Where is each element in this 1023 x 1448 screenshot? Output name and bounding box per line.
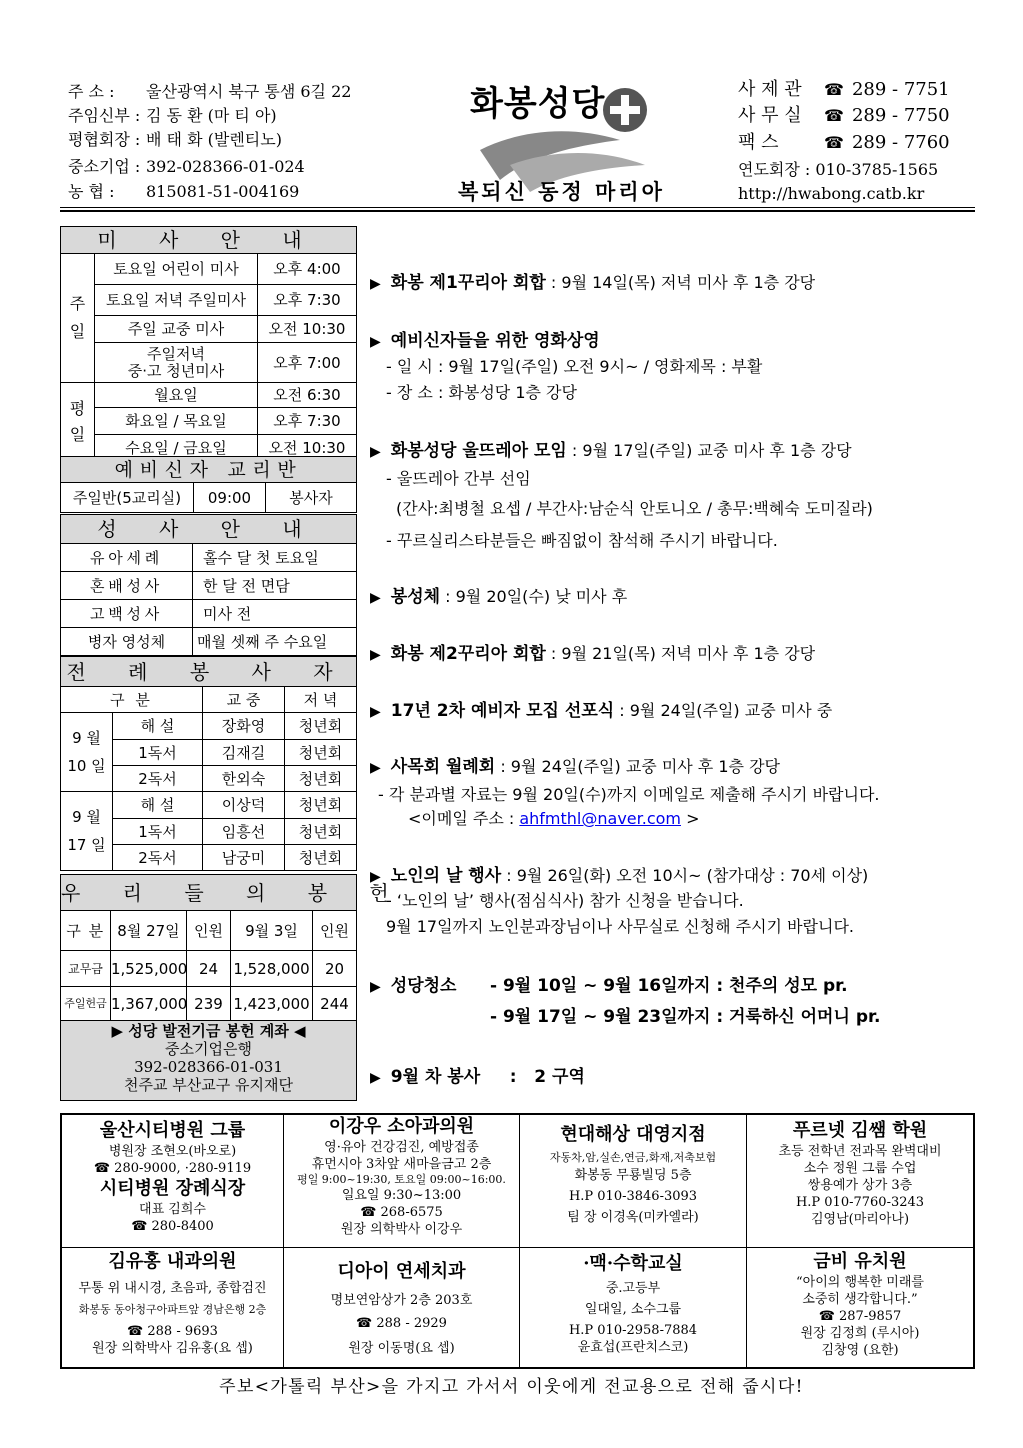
liturgy-eve: 청년회	[285, 819, 357, 845]
liturgy-eve: 청년회	[285, 792, 357, 819]
mass-time: 오전 10:30	[258, 435, 357, 462]
sacrament-table	[60, 514, 357, 656]
notice-elderly-day: ▶ 노인의 날 행사 : 9월 26일(화) 오전 10시~ (참가대상 : 70세 이상)	[370, 866, 869, 886]
liturgy-role: 1독서	[113, 740, 203, 766]
notice-line: (간사:최병철 요셉 / 부간사:남순식 안토니오 / 총무:백혜숙 도미질라)	[396, 499, 873, 518]
liturgy-role: 2독서	[113, 766, 203, 792]
offering-amount: 1,525,000	[111, 951, 187, 987]
mass-name: 토요일 어린이 미사	[95, 254, 258, 285]
triangle-right-icon: ▶	[370, 760, 381, 776]
fund-line: 천주교 부산교구 유지재단	[124, 1076, 293, 1094]
weekday-label: 평일	[61, 383, 95, 462]
liturgy-date: 9 월 10 일	[61, 713, 113, 792]
header-divider	[60, 207, 975, 208]
liturgy-role: 해 설	[113, 792, 203, 819]
mass-name: 수요일 / 금요일	[95, 435, 258, 462]
phone-icon: ☎	[824, 106, 844, 125]
notice-catechumen-ceremony: ▶ 17년 2차 예비자 모집 선포식 : 9월 24일(주일) 교중 미사 중	[370, 701, 833, 721]
triangle-right-icon: ▶	[370, 704, 381, 720]
sacrament-value: 미사 전	[193, 600, 357, 628]
offering-category: 교무금	[61, 951, 111, 987]
notice-curia2: ▶ 화봉 제2꾸리아 회합 : 9월 21일(목) 저녁 미사 후 1층 강당	[370, 644, 816, 664]
notice-line: - 장 소 : 화봉성당 1층 강당	[386, 383, 577, 402]
notice-service: ▶ 9월 차 봉사 : 2 구역	[370, 1067, 585, 1087]
offering-count: 24	[187, 951, 231, 987]
ad-kindergarten: 금비 유치원 “아이의 행복한 미래를 소중히 생각합니다.” ☎ 287-9857 원장 김정희 (루시아) 김창영 (요한)	[796, 1251, 924, 1358]
liturgy-header: 저 녁	[285, 687, 357, 713]
fax-phone: 팩 스 ☎ 289 - 7760	[738, 132, 950, 153]
notice-communion: ▶ 봉성체 : 9월 20일(수) 낮 미사 후	[370, 587, 628, 607]
phone-icon: ☎	[824, 133, 844, 152]
sacrament-value: 매월 셋째 주 수요일	[193, 628, 357, 656]
notice-line: - 9월 10일 ~ 9월 16일까지 : 천주의 성모 pr.	[490, 976, 848, 996]
sacrament-name: 고백성사	[61, 600, 193, 628]
sacrament-value: 한 달 전 면담	[193, 572, 357, 600]
ads-grid	[60, 1113, 975, 1369]
liturgy-day: 임흥선	[203, 819, 285, 845]
fund-line: 392-028366-01-031	[134, 1058, 283, 1076]
notice-email-line: <이메일 주소 : ahfmthl@naver.com >	[408, 809, 700, 828]
sacrament-name: 병자 영성체	[61, 628, 193, 656]
triangle-right-icon: ▶	[370, 979, 381, 995]
catechumen-table	[60, 456, 357, 513]
sacrament-name: 유아세례	[61, 544, 193, 572]
address-line: 주 소 : 울산광역시 북구 통샘 6길 22	[68, 82, 352, 101]
liturgy-day: 이상덕	[203, 792, 285, 819]
ad-city-hospital: 울산시티병원 그룹 병원장 조현오(바오로) ☎ 280-9000, ·280-9119 시티병원 장례식장 대표 김희수 ☎ 280-8400	[62, 1115, 284, 1248]
notice-line: 9월 17일까지 노인분과장님이나 사무실로 신청해 주시기 바랍니다.	[386, 917, 854, 936]
mass-name: 화요일 / 목요일	[95, 408, 258, 435]
mass-time: 오후 7:00	[258, 343, 357, 383]
offering-table	[60, 874, 407, 1101]
notice-ultreya: ▶ 화봉성당 울뜨레아 모임 : 9월 17일(주일) 교중 미사 후 1층 강당	[370, 441, 852, 461]
notice-council: ▶ 사목회 월례회 : 9월 24일(주일) 교중 미사 후 1층 강당	[370, 757, 780, 777]
council-line: 평협회장 : 배 태 화 (발렌티노)	[68, 130, 282, 149]
mass-time: 오전 6:30	[258, 383, 357, 408]
mass-time: 오후 7:30	[258, 285, 357, 316]
triangle-right-icon: ▶	[370, 444, 381, 460]
mass-name: 주일 교중 미사	[95, 316, 258, 343]
liturgy-day: 남궁미	[203, 845, 285, 871]
sacrament-value: 홀수 달 첫 토요일	[193, 544, 357, 572]
fund-title: ▶ 성당 발전기금 봉헌 계좌 ◀	[111, 1022, 306, 1040]
catechumen-time: 09:00	[194, 483, 266, 513]
liturgy-eve: 청년회	[285, 713, 357, 740]
notice-line: - ‘노인의 날’ 행사(점심식사) 참가 신청을 받습니다.	[386, 891, 744, 910]
website-link[interactable]: http://hwabong.catb.kr	[738, 184, 925, 203]
ad-pediatrics: 이강우 소아과의원 영·유아 건강검진, 예방접종 휴먼시아 3차앞 새마을금고 2층 평일 9:00~19:30, 토요일 09:00~16:00. 일요일 9:30~13:00 ☎ 268-6575 원장 의학박사 이강우	[284, 1115, 520, 1248]
church-name-logo: 화봉성당	[470, 84, 606, 124]
offering-count: 239	[187, 987, 231, 1021]
phone-icon: ☎	[824, 80, 844, 99]
triangle-right-icon: ▶	[370, 334, 381, 350]
mass-title: 미 사 안 내	[61, 227, 357, 254]
mass-schedule-table	[60, 226, 357, 462]
offering-header: 인원	[187, 911, 231, 951]
offering-count: 244	[313, 987, 357, 1021]
office-phone: 사 무 실 ☎ 289 - 7750	[738, 105, 950, 126]
notice-line: - 꾸르실리스타분들은 빠짐없이 참석해 주시기 바랍니다.	[386, 531, 778, 550]
mass-time: 오후 7:30	[258, 408, 357, 435]
notice-curia1: ▶ 화봉 제1꾸리아 회합 : 9월 14일(목) 저녁 미사 후 1층 강당	[370, 273, 816, 293]
mass-name: 토요일 저녁 주일미사	[95, 285, 258, 316]
ad-academy: 푸르넷 김쌤 학원 초등 전학년 전과목 완벽대비 소수 정원 그룹 수업 쌍용예가 상가 3층 H.P 010-7760-3243 김영남(마리아나)	[747, 1115, 973, 1248]
liturgy-date: 9 월 17 일	[61, 792, 113, 871]
fund-box	[61, 1021, 357, 1101]
liturgy-title: 전 례 봉 사 자	[61, 657, 357, 687]
offering-header: 구 분	[61, 911, 111, 951]
sacrament-title: 성 사 안 내	[61, 515, 357, 544]
header-divider-thick	[60, 210, 975, 212]
notice-cleaning: ▶ 성당청소	[370, 976, 457, 996]
offering-title: 우 리 들 의 봉 헌	[61, 875, 357, 911]
offering-count: 20	[313, 951, 357, 987]
liturgy-role: 2독서	[113, 845, 203, 871]
liturgy-eve: 청년회	[285, 845, 357, 871]
mass-time: 오전 10:30	[258, 316, 357, 343]
notice-movie: ▶ 예비신자들을 위한 영화상영	[370, 331, 600, 351]
liturgy-table	[60, 656, 357, 871]
liturgy-header: 구 분	[61, 687, 203, 713]
mass-time: 오후 4:00	[258, 254, 357, 285]
sunday-label: 주일	[61, 254, 95, 383]
email-link[interactable]: ahfmthl@naver.com	[519, 809, 681, 828]
offering-amount: 1,528,000	[231, 951, 313, 987]
offering-amount: 1,423,000	[231, 987, 313, 1021]
sacrament-name: 혼배성사	[61, 572, 193, 600]
notice-line: - 울뜨레아 간부 선임	[386, 469, 531, 488]
pastor-line: 주임신부 : 김 동 환 (마 티 아)	[68, 106, 277, 125]
notice-line: - 9월 17일 ~ 9월 23일까지 : 거룩하신 어머니 pr.	[490, 1007, 881, 1027]
church-patron: 복되신 동정 마리아	[458, 180, 665, 204]
triangle-right-icon: ▶	[370, 590, 381, 606]
yeondo-contact: 연도회장 : 010-3785-1565	[738, 160, 939, 179]
liturgy-eve: 청년회	[285, 740, 357, 766]
liturgy-day: 장화영	[203, 713, 285, 740]
offering-category: 주일헌금	[61, 987, 111, 1021]
ad-internal-medicine: 김유홍 내과의원 무통 위 내시경, 초음파, 종합검진 화봉동 동아청구아파트앞 경남은행 2층 ☎ 288 - 9693 원장 의학박사 김유홍(요 셉)	[62, 1248, 284, 1367]
ad-dental: 디아이 연세치과 명보연암상가 2층 203호 ☎ 288 - 2929 원장 이동명(요 셉)	[284, 1248, 520, 1367]
ad-insurance: 현대해상 대영지점 자동차,암,실손,연금,화재,저축보험 화봉동 무룡빌딩 5층 H.P 010-3846-3093 팀 장 이경옥(미카엘라)	[520, 1115, 747, 1248]
offering-header: 9월 3일	[231, 911, 313, 951]
rectory-phone: 사 제 관 ☎ 289 - 7751	[738, 79, 950, 100]
catechumen-title: 예비신자 교리반	[61, 457, 357, 483]
bank2-line: 농 협 : 815081-51-004169	[68, 182, 300, 201]
liturgy-role: 1독서	[113, 819, 203, 845]
catechumen-teacher: 봉사자	[266, 483, 357, 513]
fund-line: 중소기업은행	[165, 1040, 252, 1058]
bank1-line: 중소기업 : 392-028366-01-024	[68, 157, 305, 176]
triangle-right-icon: ▶	[370, 869, 381, 885]
liturgy-eve: 청년회	[285, 766, 357, 792]
liturgy-day: 한외숙	[203, 766, 285, 792]
notice-line: - 각 분과별 자료는 9월 20일(수)까지 이메일로 제출해 주시기 바랍니다.	[378, 785, 880, 804]
offering-header: 인원	[313, 911, 357, 951]
offering-amount: 1,367,000	[111, 987, 187, 1021]
triangle-right-icon: ▶	[370, 647, 381, 663]
triangle-right-icon: ▶	[370, 276, 381, 292]
triangle-right-icon: ▶	[370, 1070, 381, 1086]
catechumen-class: 주일반(5교리실)	[61, 483, 194, 513]
liturgy-day: 김재길	[203, 740, 285, 766]
liturgy-role: 해 설	[113, 713, 203, 740]
ad-math-class: ·맥·수학교실 중.고등부 일대일, 소수그룹 H.P 010-2958-7884 윤효섭(프란치스코)	[520, 1248, 747, 1367]
footer-note: 주보<가톨릭 부산>을 가지고 가서서 이웃에게 전교용으로 전해 줍시다!	[219, 1377, 804, 1397]
liturgy-header: 교 중	[203, 687, 285, 713]
mass-name: 월요일	[95, 383, 258, 408]
offering-header: 8월 27일	[111, 911, 187, 951]
mass-name: 주일저녁 중·고 청년미사	[95, 343, 258, 383]
notice-line: - 일 시 : 9월 17일(주일) 오전 9시~ / 영화제목 : 부활	[386, 357, 763, 376]
